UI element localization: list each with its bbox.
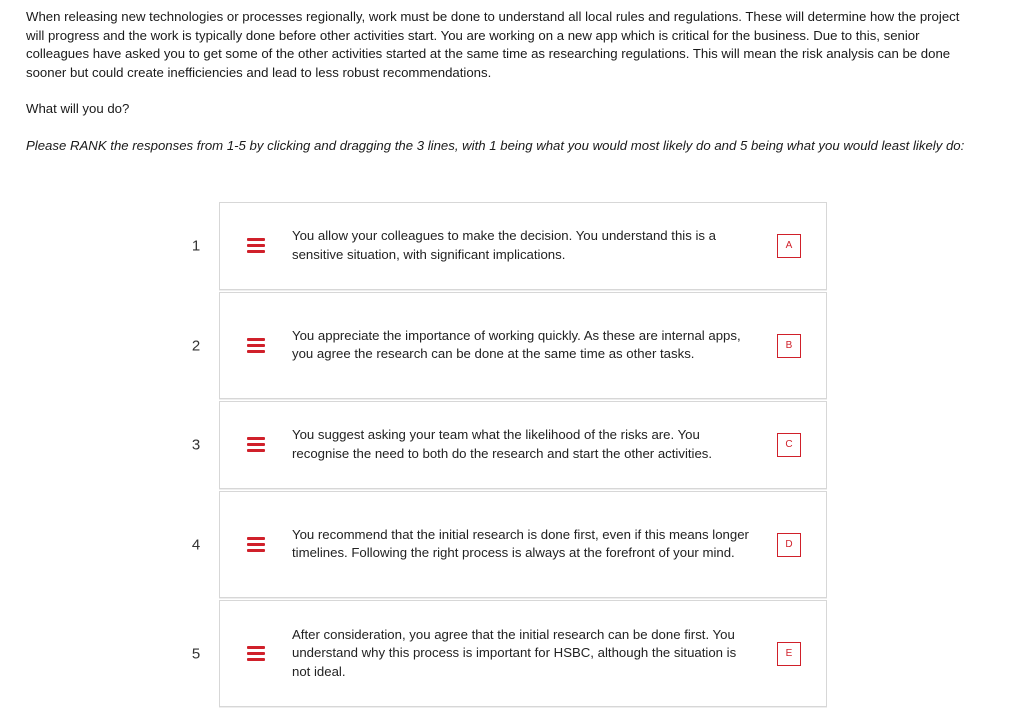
drag-handle-icon[interactable] (247, 238, 265, 254)
response-text: You appreciate the importance of working quickly. As these are internal apps, you agree the research can be done at the same time as other tasks. (292, 327, 741, 362)
ranking-row (0, 401, 1024, 489)
response-text: You recommend that the initial research is done first, even if this means longer timelines. Following the right process is always at the forefront of your mind. (292, 526, 749, 561)
response-card-b[interactable] (219, 292, 827, 399)
response-text: You suggest asking your team what the likelihood of the risks are. You recognise the need to both do the research and start the other activities. (292, 427, 713, 461)
question-text: What will you do? (26, 101, 130, 116)
rank-number: 4 (191, 536, 201, 553)
response-card-d[interactable] (219, 491, 827, 598)
drag-handle-icon[interactable] (247, 646, 265, 662)
response-card-a[interactable] (219, 202, 827, 290)
option-letter-badge: D (777, 533, 801, 557)
rank-number: 3 (191, 436, 201, 454)
ranking-row (0, 600, 1024, 707)
response-card-c[interactable] (219, 401, 827, 489)
response-text: After consideration, you agree that the initial research can be done first. You understand why this process is important for HSBC, although the situation is not ideal. (292, 626, 737, 679)
option-letter-badge: B (777, 334, 801, 358)
rank-number: 2 (191, 337, 201, 354)
ranking-row (0, 202, 1024, 290)
scenario-text: When releasing new technologies or processes regionally, work must be done to understand all local rules and regulations. These will determine how the project will progress and the work is typically done before other activities start. You are working on a new app which is critical for the business. Due to this, senior colleagues have asked you to get some of the other activities started at the same time as researching regulations. This will mean the risk analysis can be done sooner but could create inefficiencies and lead to less robust recommendations. (26, 9, 960, 80)
ranking-list (0, 202, 1024, 707)
ranking-row (0, 491, 1024, 598)
drag-handle-icon[interactable] (247, 437, 265, 453)
ranking-instruction: Please RANK the responses from 1-5 by clicking and dragging the 3 lines, with 1 being what you would most likely do and 5 being what you would least likely do: (26, 138, 965, 153)
option-letter-badge: C (777, 433, 801, 457)
drag-handle-icon[interactable] (247, 537, 265, 553)
drag-handle-icon[interactable] (247, 338, 265, 354)
option-letter-badge: A (777, 234, 801, 258)
option-letter-badge: E (777, 642, 801, 666)
response-text: You allow your colleagues to make the decision. You understand this is a sensitive situation, with significant implications. (292, 228, 716, 262)
ranking-row (0, 292, 1024, 399)
response-card-e[interactable] (219, 600, 827, 707)
rank-number: 1 (191, 237, 201, 255)
rank-number: 5 (191, 645, 201, 662)
